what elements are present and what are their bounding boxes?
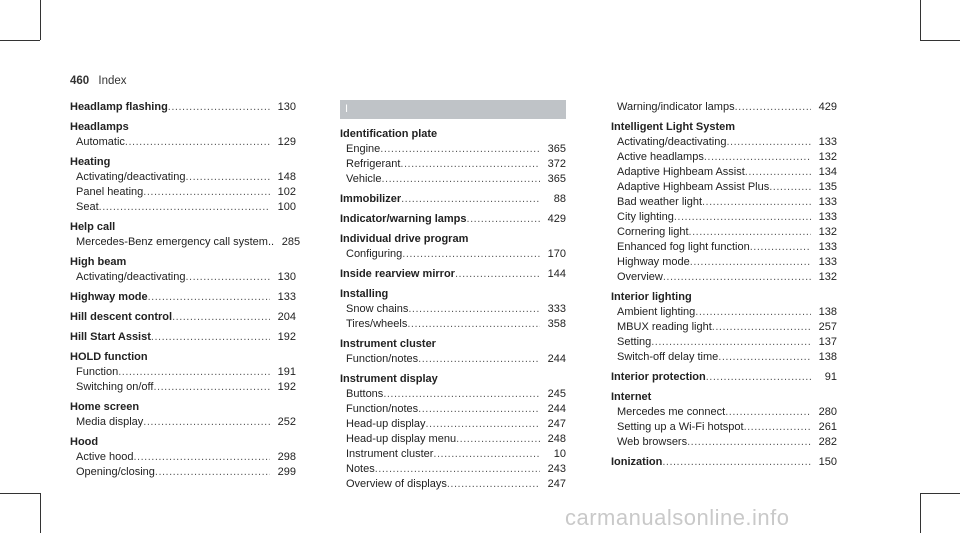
entry-page-number: 365 [547, 173, 566, 185]
index-entry [340, 372, 566, 492]
index-subentry[interactable] [70, 380, 296, 395]
index-subentry[interactable] [340, 172, 566, 187]
dot-leader [153, 380, 270, 395]
entry-page-number: 133 [818, 196, 837, 208]
entry-page-number: 252 [277, 416, 296, 428]
entry-text: Web browsers [617, 436, 688, 448]
index-entry [611, 290, 837, 365]
index-subentry[interactable] [611, 195, 837, 210]
index-subentry[interactable] [611, 150, 837, 165]
entry-page-number: 280 [818, 406, 837, 418]
entry-text: Head-up display [346, 418, 426, 430]
entry-text: Active headlamps [617, 151, 704, 163]
index-entry [340, 127, 566, 187]
entry-page-number: 247 [547, 478, 566, 490]
entry-page-number: 429 [547, 213, 566, 225]
entry-page-number: 144 [547, 268, 566, 280]
index-subentry[interactable] [340, 317, 566, 332]
entry-text: Engine [346, 143, 381, 155]
entry-page-number: 358 [547, 318, 566, 330]
entry-text: Setting up a Wi-Fi hotspot [617, 421, 744, 433]
entry-page-number: 148 [277, 171, 296, 183]
entry-page-number: 170 [547, 248, 566, 260]
crop-mark [0, 493, 40, 494]
entry-page-number: 132 [818, 151, 837, 163]
entry-text: Opening/closing [76, 466, 155, 478]
page-header [70, 75, 127, 87]
index-entry-heading: Help call [70, 221, 116, 233]
page-number: 460 [70, 75, 90, 87]
index-subentry[interactable] [340, 247, 566, 262]
entry-text: Automatic [76, 136, 125, 148]
entry-text: Activating/deactivating [617, 136, 727, 148]
entry-text: Interior protection [611, 371, 706, 383]
entry-text: Tires/wheels [346, 318, 408, 330]
index-entry [70, 255, 296, 285]
dot-leader [381, 172, 540, 187]
entry-page-number: 133 [277, 291, 296, 303]
entry-text: MBUX reading light [617, 321, 712, 333]
entry-text: Function [76, 366, 119, 378]
entry-page-number: 192 [277, 381, 296, 393]
index-subentry[interactable] [611, 305, 837, 320]
entry-page-number: 244 [547, 353, 566, 365]
entry-text: Mercedes me connect [617, 406, 726, 418]
index-subentry[interactable] [611, 100, 837, 115]
index-entry [611, 120, 837, 285]
dot-leader [687, 435, 811, 450]
entry-text: Configuring [346, 248, 403, 260]
entry-text: Activating/deactivating [76, 171, 186, 183]
index-entry-heading[interactable] [70, 100, 296, 115]
index-entry-heading: Identification plate [340, 128, 438, 140]
dot-leader [750, 240, 811, 255]
crop-mark [920, 493, 960, 494]
entry-page-number: 429 [818, 101, 837, 113]
entry-text: Notes [346, 463, 375, 475]
index-subentry[interactable] [611, 270, 837, 285]
index-subentry[interactable] [340, 477, 566, 492]
entry-page-number: 285 [281, 236, 301, 248]
index-entry-heading: HOLD function [70, 351, 148, 363]
section-title: Index [98, 75, 127, 87]
index-entry [70, 155, 296, 215]
index-entry [611, 390, 837, 450]
entry-page-number: 137 [818, 336, 837, 348]
entry-page-number: 88 [553, 193, 566, 205]
dot-leader [133, 450, 270, 465]
index-subentry[interactable] [340, 447, 566, 462]
index-entry-heading: Instrument cluster [340, 338, 436, 350]
index-entry [70, 310, 296, 325]
dot-leader [401, 192, 540, 207]
index-subentry[interactable] [340, 157, 566, 172]
entry-page-number: 10 [553, 448, 566, 460]
dot-leader [118, 365, 270, 380]
index-column-3 [611, 100, 837, 475]
entry-text: Instrument cluster [346, 448, 434, 460]
entry-text: Inside rearview mirror [340, 268, 455, 280]
entry-page-number: 133 [818, 241, 837, 253]
entry-page-number: 134 [818, 166, 837, 178]
entry-page-number: 261 [818, 421, 837, 433]
index-entry [340, 212, 566, 227]
index-subentry[interactable] [70, 365, 296, 380]
dot-leader [455, 267, 540, 282]
dot-leader [662, 455, 811, 470]
dot-leader [402, 247, 540, 262]
dot-leader [702, 195, 811, 210]
entry-page-number: 130 [277, 271, 296, 283]
entry-text: Immobilizer [340, 193, 402, 205]
index-entry-heading: Headlamps [70, 121, 129, 133]
entry-text: Function/notes [346, 403, 419, 415]
dot-leader [185, 270, 270, 285]
index-entry-heading[interactable] [340, 212, 566, 227]
dot-leader [408, 302, 540, 317]
index-subentry[interactable] [611, 350, 837, 365]
index-subentry[interactable] [611, 405, 837, 420]
entry-page-number: 102 [277, 186, 296, 198]
index-entry-heading: Heating [70, 156, 111, 168]
entry-page-number: 191 [277, 366, 296, 378]
dot-leader [769, 180, 811, 195]
dot-leader [148, 290, 270, 305]
index-subentry[interactable] [70, 185, 296, 200]
index-subentry[interactable] [340, 402, 566, 417]
index-entry [70, 435, 296, 480]
dot-leader [467, 212, 540, 227]
dot-leader [674, 210, 811, 225]
index-entry [70, 290, 296, 305]
entry-page-number: 298 [277, 451, 296, 463]
entry-text: Mercedes-Benz emergency call system.. [76, 236, 275, 248]
dot-leader [695, 305, 811, 320]
entry-text: Enhanced fog light function [617, 241, 750, 253]
entry-text: Panel heating [76, 186, 144, 198]
index-subentry[interactable] [70, 200, 296, 215]
index-entry-heading[interactable] [70, 290, 296, 305]
entry-text: Vehicle [346, 173, 382, 185]
entry-page-number: 299 [277, 466, 296, 478]
index-entry-heading: Internet [611, 391, 652, 403]
index-entry [70, 330, 296, 345]
dot-leader [407, 317, 540, 332]
index-entry [340, 192, 566, 207]
index-entry [340, 267, 566, 282]
dot-leader [706, 370, 811, 385]
index-subentry[interactable] [340, 432, 566, 447]
dot-leader [418, 402, 540, 417]
index-subentry[interactable] [611, 135, 837, 150]
entry-page-number: 133 [818, 211, 837, 223]
entry-page-number: 365 [547, 143, 566, 155]
entry-text: Activating/deactivating [76, 271, 186, 283]
index-subentry[interactable] [70, 235, 301, 250]
entry-page-number: 100 [277, 201, 296, 213]
entry-page-number: 133 [818, 256, 837, 268]
entry-text: Highway mode [70, 291, 148, 303]
entry-text: Overview of displays [346, 478, 447, 490]
entry-text: Hill Start Assist [70, 331, 151, 343]
entry-text: Buttons [346, 388, 384, 400]
dot-leader [383, 387, 540, 402]
entry-page-number: 138 [818, 306, 837, 318]
index-entry-heading: Installing [340, 288, 389, 300]
entry-page-number: 91 [824, 371, 837, 383]
index-entry-heading: Hood [70, 436, 99, 448]
index-entry [70, 350, 296, 395]
dot-leader [735, 100, 811, 115]
entry-text: Head-up display menu [346, 433, 457, 445]
dot-leader [712, 320, 811, 335]
index-subentry[interactable] [340, 462, 566, 477]
dot-leader [99, 200, 270, 215]
index-column-2 [340, 100, 566, 497]
index-entry-heading: Individual drive program [340, 233, 469, 245]
entry-text: Indicator/warning lamps [340, 213, 467, 225]
dot-leader [168, 100, 270, 115]
entry-text: Hill descent control [70, 311, 173, 323]
index-entry-heading[interactable] [70, 330, 296, 345]
index-entry-heading[interactable] [611, 455, 837, 470]
index-subentry[interactable] [70, 135, 296, 150]
entry-page-number: 282 [818, 436, 837, 448]
entry-text: Bad weather light [617, 196, 702, 208]
entry-text: Overview [617, 271, 663, 283]
index-subentry[interactable] [340, 417, 566, 432]
entry-page-number: 243 [547, 463, 566, 475]
index-entry [70, 220, 301, 250]
dot-leader [456, 432, 540, 447]
entry-page-number: 192 [277, 331, 296, 343]
crop-mark [920, 40, 960, 41]
dot-leader [433, 447, 540, 462]
entry-page-number: 132 [818, 271, 837, 283]
index-entry-heading[interactable] [70, 310, 296, 325]
dot-leader [726, 135, 811, 150]
dot-leader [651, 335, 811, 350]
entry-text: Switch-off delay time [617, 351, 719, 363]
index-subentry[interactable] [611, 225, 837, 240]
index-subentry[interactable] [611, 165, 837, 180]
entry-text: Seat [76, 201, 99, 213]
entry-text: Function/notes [346, 353, 419, 365]
entry-page-number: 150 [818, 456, 837, 468]
index-entry [70, 120, 296, 150]
crop-mark [920, 0, 921, 40]
entry-text: Highway mode [617, 256, 690, 268]
dot-leader [745, 165, 811, 180]
dot-leader [151, 330, 270, 345]
index-entry-heading[interactable] [340, 267, 566, 282]
dot-leader [689, 225, 811, 240]
index-entry-heading[interactable] [340, 192, 566, 207]
dot-leader [744, 420, 811, 435]
index-entry-heading: High beam [70, 256, 127, 268]
dot-leader [172, 310, 270, 325]
index-entry [340, 232, 566, 262]
entry-text: Active hood [76, 451, 134, 463]
entry-text: Adaptive Highbeam Assist Plus [617, 181, 770, 193]
index-column-1 [70, 100, 301, 485]
dot-leader [704, 150, 811, 165]
index-entry-heading: Home screen [70, 401, 140, 413]
index-subentry[interactable] [70, 270, 296, 285]
index-subentry[interactable] [611, 435, 837, 450]
dot-leader [375, 462, 540, 477]
dot-leader [400, 157, 540, 172]
entry-text: Cornering light [617, 226, 689, 238]
index-subentry[interactable] [611, 420, 837, 435]
dot-leader [663, 270, 811, 285]
entry-text: Setting [617, 336, 652, 348]
dot-leader [725, 405, 811, 420]
index-subentry[interactable] [611, 320, 837, 335]
dot-leader [418, 352, 540, 367]
entry-page-number: 138 [818, 351, 837, 363]
entry-page-number: 135 [818, 181, 837, 193]
entry-page-number: 257 [818, 321, 837, 333]
index-subentry[interactable] [340, 302, 566, 317]
dot-leader [426, 417, 541, 432]
entry-page-number: 204 [277, 311, 296, 323]
entry-page-number: 244 [547, 403, 566, 415]
dot-leader [185, 170, 270, 185]
index-subentry[interactable] [340, 142, 566, 157]
index-subentry[interactable] [70, 450, 296, 465]
index-subentry[interactable] [611, 255, 837, 270]
index-entry-heading: Interior lighting [611, 291, 692, 303]
entry-text: City lighting [617, 211, 674, 223]
entry-text: Snow chains [346, 303, 409, 315]
index-entry-heading: Intelligent Light System [611, 121, 736, 133]
crop-mark [40, 0, 41, 40]
entry-page-number: 245 [547, 388, 566, 400]
entry-text: Switching on/off [76, 381, 154, 393]
index-entry-heading: Instrument display [340, 373, 438, 385]
index-subentry[interactable] [611, 335, 837, 350]
index-entry [340, 287, 566, 332]
index-entry [340, 337, 566, 367]
watermark: carmanualsonline.info [565, 505, 790, 530]
entry-text: Refrigerant [346, 158, 401, 170]
index-entry [611, 455, 837, 470]
index-subentry[interactable] [611, 240, 837, 255]
dot-leader [125, 135, 270, 150]
dot-leader [690, 255, 811, 270]
entry-page-number: 248 [547, 433, 566, 445]
index-subentry[interactable] [70, 415, 296, 430]
entry-page-number: 372 [547, 158, 566, 170]
entry-text: Media display [76, 416, 144, 428]
dot-leader [143, 415, 270, 430]
index-subentry[interactable] [340, 352, 566, 367]
entry-page-number: 333 [547, 303, 566, 315]
entry-page-number: 133 [818, 136, 837, 148]
entry-text: Ambient lighting [617, 306, 696, 318]
entry-text: Ionization [611, 456, 663, 468]
entry-text: Warning/indicator lamps [617, 101, 735, 113]
index-entry [611, 370, 837, 385]
index-subentry[interactable] [611, 180, 837, 195]
entry-text: Headlamp flashing [70, 101, 168, 113]
index-subentry[interactable] [70, 465, 296, 480]
entry-text: Adaptive Highbeam Assist [617, 166, 745, 178]
index-entry [70, 100, 296, 115]
index-entry [611, 100, 837, 115]
dot-leader [380, 142, 540, 157]
index-subentry[interactable] [611, 210, 837, 225]
entry-page-number: 132 [818, 226, 837, 238]
entry-page-number: 130 [277, 101, 296, 113]
dot-leader [143, 185, 270, 200]
entry-page-number: 247 [547, 418, 566, 430]
crop-mark [920, 493, 921, 533]
index-subentry[interactable] [340, 387, 566, 402]
crop-mark [0, 40, 40, 41]
dot-leader [447, 477, 540, 492]
crop-mark [40, 493, 41, 533]
entry-page-number: 129 [277, 136, 296, 148]
dot-leader [155, 465, 270, 480]
index-entry [70, 400, 296, 430]
index-entry-heading[interactable] [611, 370, 837, 385]
letter-heading: I [340, 100, 566, 119]
index-subentry[interactable] [70, 170, 296, 185]
dot-leader [718, 350, 811, 365]
